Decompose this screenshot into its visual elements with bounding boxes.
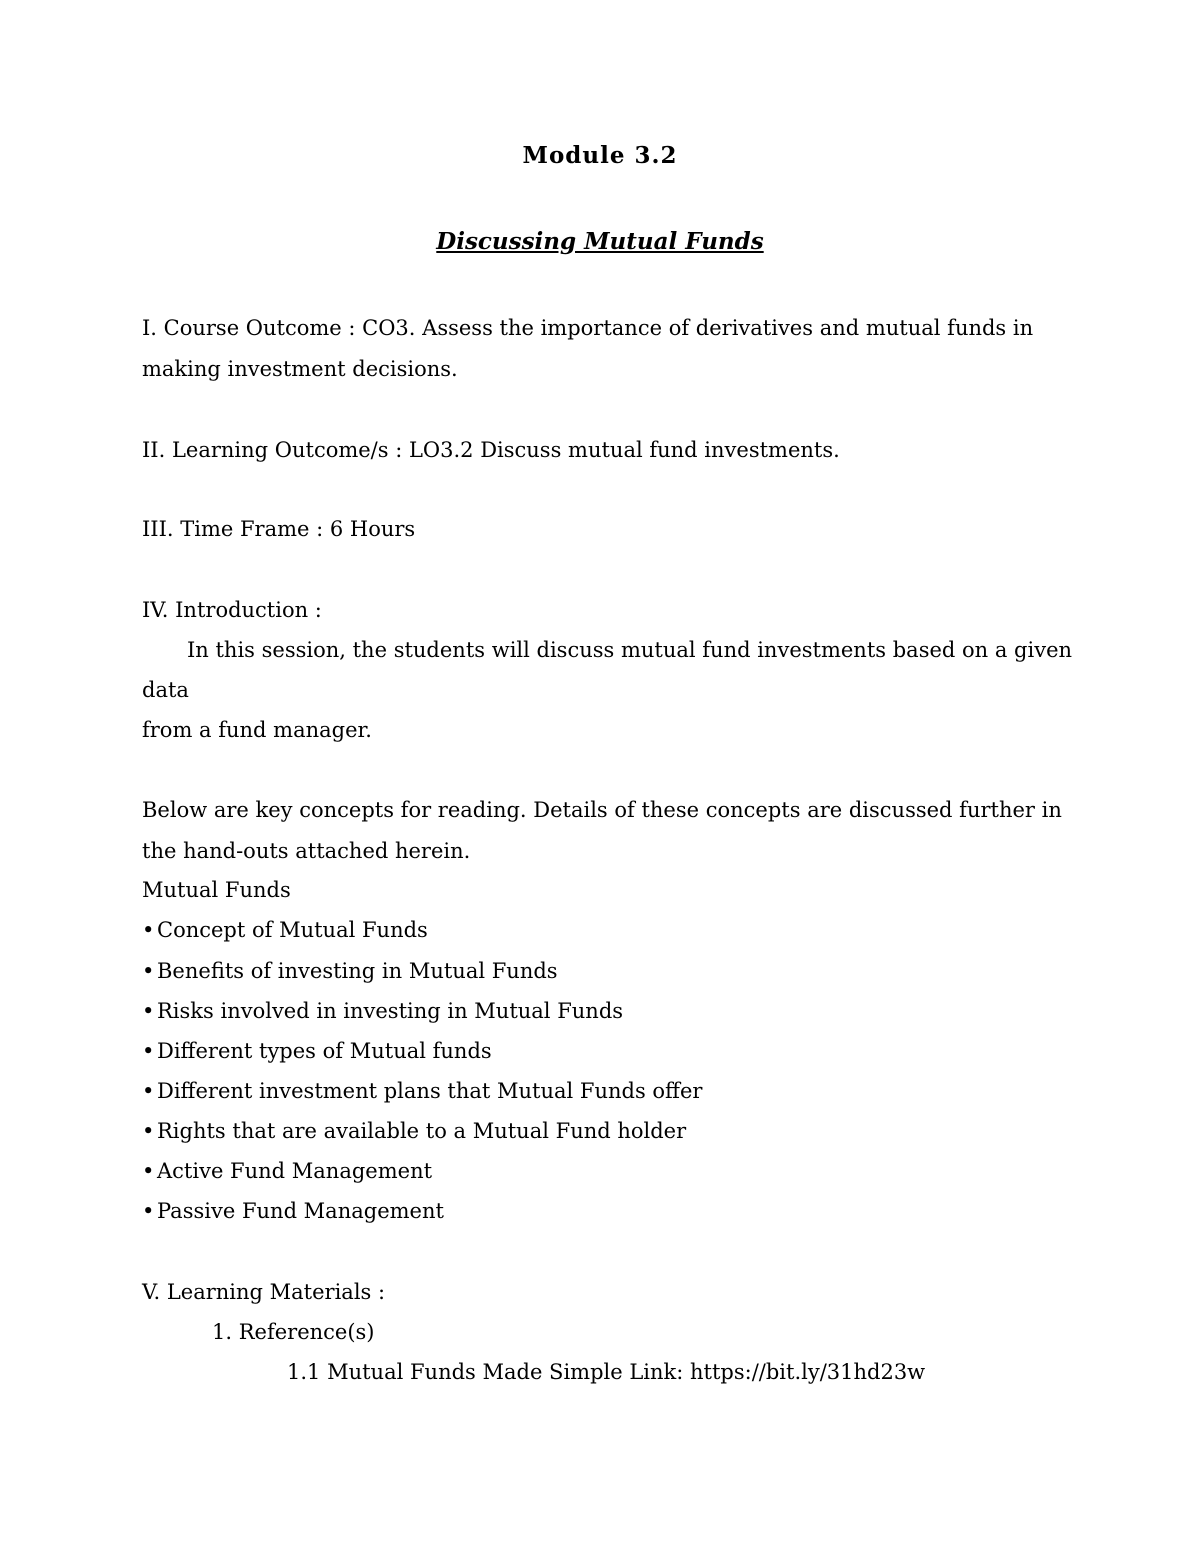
introduction-heading: IV. Introduction :: [142, 598, 322, 622]
concept-label: Concept of Mutual Funds: [157, 918, 428, 942]
bullet-icon: •: [142, 1039, 155, 1063]
references-heading: 1. Reference(s): [212, 1320, 375, 1344]
bullet-icon: •: [142, 918, 155, 942]
learning-outcome: II. Learning Outcome/s : LO3.2 Discuss mutual fund investments.: [142, 438, 840, 462]
concept-list-item: [142, 1077, 702, 1105]
concept-list-item: [142, 1037, 492, 1065]
concept-list-item: [142, 957, 558, 985]
concept-list-item: [142, 997, 623, 1025]
concept-list-item: [142, 916, 428, 944]
time-frame: III. Time Frame : 6 Hours: [142, 517, 416, 541]
module-title: Module 3.2: [522, 142, 678, 169]
concept-list-item: [142, 1117, 686, 1145]
concepts-heading: Mutual Funds: [142, 878, 291, 902]
introduction-line-1: In this session, the students will discuss mutual fund investments based on a given: [187, 638, 1073, 662]
course-outcome-line-1: I. Course Outcome : CO3. Assess the importance of derivatives and mutual funds in: [142, 316, 1034, 340]
concept-label: Benefits of investing in Mutual Funds: [157, 959, 558, 983]
bullet-icon: •: [142, 1119, 155, 1143]
introduction-line-2: data: [142, 678, 189, 702]
key-concepts-line-2: the hand-outs attached herein.: [142, 839, 471, 863]
concept-label: Active Fund Management: [157, 1159, 433, 1183]
bullet-icon: •: [142, 1079, 155, 1103]
concept-label: Different investment plans that Mutual Funds offer: [157, 1079, 703, 1103]
reference-link-line[interactable]: 1.1 Mutual Funds Made Simple Link: https://bit.ly/31hd23w: [287, 1360, 926, 1384]
concept-label: Different types of Mutual funds: [157, 1039, 492, 1063]
course-outcome-line-2: making investment decisions.: [142, 357, 458, 381]
concept-label: Risks involved in investing in Mutual Funds: [157, 999, 624, 1023]
key-concepts-line-1: Below are key concepts for reading. Details of these concepts are discussed further in: [142, 798, 1062, 822]
concept-list-item: [142, 1157, 432, 1185]
bullet-icon: •: [142, 1199, 155, 1223]
bullet-icon: •: [142, 959, 155, 983]
concept-label: Passive Fund Management: [157, 1199, 444, 1223]
concept-list-item: [142, 1197, 444, 1225]
module-subtitle: Discussing Mutual Funds: [436, 228, 764, 255]
introduction-line-3: from a fund manager.: [142, 718, 372, 742]
bullet-icon: •: [142, 1159, 155, 1183]
learning-materials-heading: V. Learning Materials :: [142, 1280, 386, 1304]
bullet-icon: •: [142, 999, 155, 1023]
concept-label: Rights that are available to a Mutual Fund holder: [157, 1119, 687, 1143]
